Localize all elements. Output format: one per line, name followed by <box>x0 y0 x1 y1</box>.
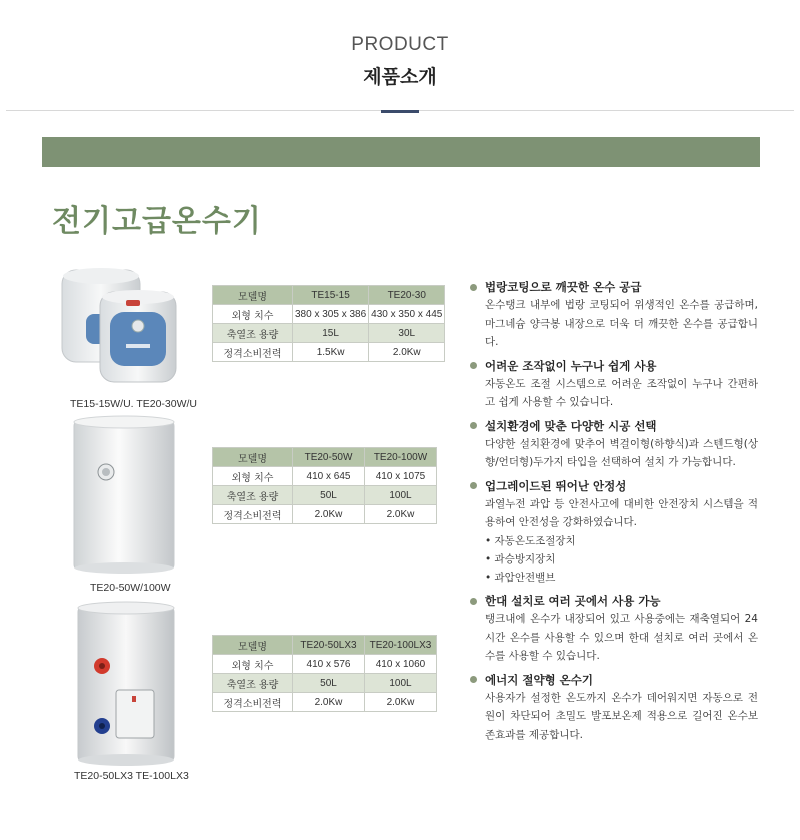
table-cell: 410 x 1060 <box>365 655 437 674</box>
page-header <box>0 0 800 120</box>
table-row <box>213 505 437 524</box>
table-row <box>213 343 445 362</box>
table-cell: 정격소비전력 <box>213 343 293 362</box>
table-header-cell: 모델명 <box>213 286 293 305</box>
table-cell: 410 x 645 <box>293 467 365 486</box>
table-cell: 축열조 용량 <box>213 324 293 343</box>
safety-device-list <box>485 532 758 588</box>
table-row <box>213 305 445 324</box>
feature-item <box>468 278 758 352</box>
bullet-dot-icon <box>470 482 477 489</box>
feature-item <box>468 357 758 412</box>
table-header-cell: TE20-50W <box>293 448 365 467</box>
spec-table <box>212 447 437 524</box>
table-row <box>213 674 437 693</box>
table-cell: 2.0Kw <box>293 505 365 524</box>
feature-item <box>468 671 758 745</box>
list-item: • 자동온도조절장치 <box>485 532 758 551</box>
table-row <box>213 693 437 712</box>
table-cell: 2.0Kw <box>293 693 365 712</box>
feature-title: 어려운 조작없이 누구나 쉽게 사용 <box>485 358 657 373</box>
table-cell: 2.0Kw <box>369 343 445 362</box>
table-header-cell: TE20-100W <box>365 448 437 467</box>
table-cell: 410 x 1075 <box>365 467 437 486</box>
feature-list <box>468 278 758 749</box>
feature-title: 에너지 절약형 온수기 <box>485 672 593 687</box>
table-cell: 정격소비전력 <box>213 693 293 712</box>
feature-title: 업그레이드된 뛰어난 안정성 <box>485 478 627 493</box>
list-item: • 과승방지장치 <box>485 550 758 569</box>
header-title-ko: 제품소개 <box>363 66 437 88</box>
section-banner <box>42 137 760 167</box>
table-cell: 50L <box>293 674 365 693</box>
table-cell: 정격소비전력 <box>213 505 293 524</box>
feature-title: 설치환경에 맞춘 다양한 시공 선택 <box>485 418 657 433</box>
feature-body: 탱크내에 온수가 내장되어 있고 사용중에는 재축열되어 24시간 온수를 사용할 수 있으며 한대 설치로 여러 곳에서 온수를 사용할 수 있습니다. <box>485 613 758 662</box>
table-header-cell: 모델명 <box>213 448 293 467</box>
table-header-row <box>213 636 437 655</box>
table-cell: 외형 치수 <box>213 655 293 674</box>
table-cell: 30L <box>369 324 445 343</box>
table-header-cell: TE15-15 <box>293 286 369 305</box>
product-caption: TE20-50W/100W <box>90 582 171 594</box>
table-header-cell: TE20-30 <box>369 286 445 305</box>
table-cell: 1.5Kw <box>293 343 369 362</box>
table-cell: 380 x 305 x 386 <box>293 305 369 324</box>
table-cell: 축열조 용량 <box>213 486 293 505</box>
table-cell: 100L <box>365 674 437 693</box>
product-image-small-heaters <box>58 262 180 386</box>
feature-body: 과열누전 과압 등 안전사고에 대비한 안전장치 시스템을 적용하여 안전성을 강화하였습니다. <box>485 497 758 528</box>
table-cell: 410 x 576 <box>293 655 365 674</box>
table-cell: 외형 치수 <box>213 305 293 324</box>
header-underline-accent <box>381 110 419 113</box>
table-cell: 축열조 용량 <box>213 674 293 693</box>
spec-table <box>212 285 445 362</box>
table-header-row <box>213 286 445 305</box>
list-item: • 과압안전밸브 <box>485 569 758 588</box>
feature-body: 자동온도 조절 시스템으로 어려운 조작없이 누구나 간편하고 쉽게 사용할 수 있습니다. <box>485 377 758 408</box>
table-cell: 2.0Kw <box>365 505 437 524</box>
table-cell: 430 x 350 x 445 <box>369 305 445 324</box>
table-cell: 외형 치수 <box>213 467 293 486</box>
bullet-dot-icon <box>470 422 477 429</box>
feature-body: 온수탱크 내부에 법랑 코팅되어 위생적인 온수를 공급하며, 마그네슘 양극봉 내장으로 더욱 더 깨끗한 온수를 공급합니다. <box>485 299 758 348</box>
product-image-wall-tank <box>72 414 176 578</box>
feature-body: 사용자가 설정한 온도까지 온수가 데어워지면 자동으로 전원이 차단되어 초밀도 발포보온제 적용으로 길어진 온수보존효과를 제공합니다. <box>485 691 758 741</box>
feature-body: 다양한 설치환경에 맞추어 벽걸이형(하향식)과 스텐드형(상향/언더형)두가지 타입을 선택하여 설치 가 가능합니다. <box>485 437 758 468</box>
product-caption: TE15-15W/U. TE20-30W/U <box>70 398 198 410</box>
product-caption: TE20-50LX3 TE-100LX3 <box>74 770 189 782</box>
feature-item <box>468 592 758 666</box>
table-header-cell: TE20-50LX3 <box>293 636 365 655</box>
feature-item <box>468 477 758 588</box>
table-cell: 100L <box>365 486 437 505</box>
bullet-dot-icon <box>470 676 477 683</box>
feature-title: 한대 설치로 여러 곳에서 사용 가능 <box>485 594 661 608</box>
table-header-cell: 모델명 <box>213 636 293 655</box>
table-cell: 2.0Kw <box>365 693 437 712</box>
page-title: 전기고급온수기 <box>52 204 262 239</box>
bullet-dot-icon <box>470 284 477 291</box>
spec-table <box>212 635 437 712</box>
bullet-dot-icon <box>470 362 477 369</box>
table-row <box>213 655 437 674</box>
table-header-row <box>213 448 437 467</box>
table-row <box>213 324 445 343</box>
product-image-floor-tank <box>76 600 176 768</box>
table-cell: 50L <box>293 486 365 505</box>
header-title-en: PRODUCT <box>351 34 449 55</box>
table-cell: 15L <box>293 324 369 343</box>
feature-item <box>468 417 758 472</box>
bullet-dot-icon <box>470 598 477 605</box>
table-row <box>213 486 437 505</box>
table-header-cell: TE20-100LX3 <box>365 636 437 655</box>
feature-title: 법랑코팅으로 깨끗한 온수 공급 <box>485 280 642 294</box>
table-row <box>213 467 437 486</box>
